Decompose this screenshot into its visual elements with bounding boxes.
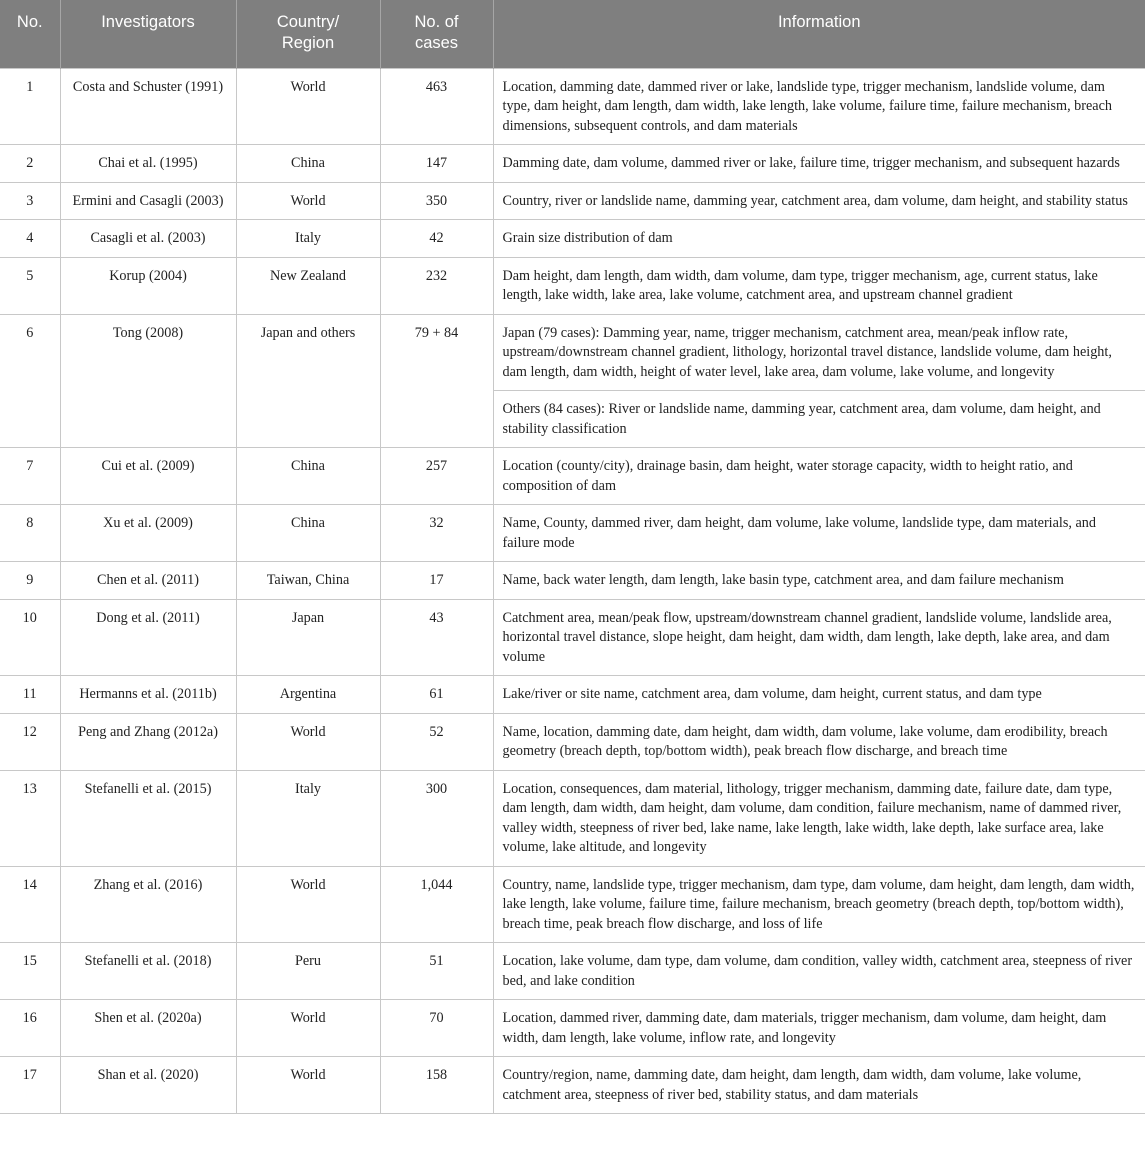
cell-investigators: Korup (2004) bbox=[60, 257, 236, 314]
cell-cases: 32 bbox=[380, 505, 493, 562]
cell-country: China bbox=[236, 505, 380, 562]
table-row bbox=[0, 676, 1145, 714]
cell-cases: 42 bbox=[380, 220, 493, 258]
cell-cases: 257 bbox=[380, 448, 493, 505]
table-row bbox=[0, 220, 1145, 258]
cell-no: 8 bbox=[0, 505, 60, 562]
header-no-label: No. bbox=[16, 13, 43, 31]
table-row bbox=[0, 599, 1145, 676]
table-row bbox=[0, 145, 1145, 183]
cell-cases: 61 bbox=[380, 676, 493, 714]
cell-no: 11 bbox=[0, 676, 60, 714]
cell-information: Name, location, damming date, dam height, dam width, dam volume, lake volume, dam erodibility, breach geometry (breach depth, top/bottom width), peak breach flow discharge, and breach time bbox=[493, 713, 1145, 770]
cell-cases: 70 bbox=[380, 1000, 493, 1057]
cell-investigators: Shan et al. (2020) bbox=[60, 1057, 236, 1114]
header-cases-label-2: cases bbox=[414, 34, 459, 52]
header-investigators bbox=[60, 0, 236, 68]
table-row bbox=[0, 943, 1145, 1000]
cell-no: 4 bbox=[0, 220, 60, 258]
cell-country: Japan and others bbox=[236, 314, 380, 448]
cell-no: 2 bbox=[0, 145, 60, 183]
cell-cases: 17 bbox=[380, 562, 493, 600]
cell-information: Location, damming date, dammed river or lake, landslide type, trigger mechanism, landslide volume, dam type, dam height, dam length, dam width, lake length, lake volume, failure time, failure mechanism, breach dimensions, subsequent controls, and dam materials bbox=[493, 68, 1145, 145]
cell-information: Damming date, dam volume, dammed river or lake, failure time, trigger mechanism, and subsequent hazards bbox=[493, 145, 1145, 183]
header-no bbox=[0, 0, 60, 68]
cell-cases: 51 bbox=[380, 943, 493, 1000]
cell-information: Grain size distribution of dam bbox=[493, 220, 1145, 258]
cell-no: 3 bbox=[0, 182, 60, 220]
table-row bbox=[0, 713, 1145, 770]
table-row bbox=[0, 1000, 1145, 1057]
table-header bbox=[0, 0, 1145, 68]
cell-investigators: Tong (2008) bbox=[60, 314, 236, 448]
cell-cases: 79 + 84 bbox=[380, 314, 493, 448]
cell-no: 17 bbox=[0, 1057, 60, 1114]
table-row bbox=[0, 68, 1145, 145]
table-row bbox=[0, 866, 1145, 943]
cell-no: 12 bbox=[0, 713, 60, 770]
cell-country: Peru bbox=[236, 943, 380, 1000]
table-row bbox=[0, 314, 1145, 391]
cell-investigators: Costa and Schuster (1991) bbox=[60, 68, 236, 145]
cell-information: Name, back water length, dam length, lake basin type, catchment area, and dam failure mechanism bbox=[493, 562, 1145, 600]
table-row bbox=[0, 1057, 1145, 1114]
cell-cases: 43 bbox=[380, 599, 493, 676]
header-investigators-label: Investigators bbox=[101, 13, 195, 31]
cell-no: 1 bbox=[0, 68, 60, 145]
cell-investigators: Chai et al. (1995) bbox=[60, 145, 236, 183]
cell-investigators: Hermanns et al. (2011b) bbox=[60, 676, 236, 714]
table-row bbox=[0, 770, 1145, 866]
table-row bbox=[0, 505, 1145, 562]
table-row bbox=[0, 448, 1145, 505]
cell-investigators: Dong et al. (2011) bbox=[60, 599, 236, 676]
header-region-label: Region bbox=[281, 34, 335, 52]
table-row bbox=[0, 182, 1145, 220]
cell-information: Others (84 cases): River or landslide name, damming year, catchment area, dam volume, dam height, and stability classification bbox=[493, 391, 1145, 448]
cell-information: Catchment area, mean/peak flow, upstream/downstream channel gradient, landslide volume, landslide area, horizontal travel distance, slope height, dam height, dam width, dam length, lake depth, lake area, and dam volume bbox=[493, 599, 1145, 676]
cell-no: 5 bbox=[0, 257, 60, 314]
cell-cases: 350 bbox=[380, 182, 493, 220]
cell-cases: 158 bbox=[380, 1057, 493, 1114]
header-cases-label-1: No. of bbox=[414, 13, 459, 31]
cell-no: 7 bbox=[0, 448, 60, 505]
cell-no: 10 bbox=[0, 599, 60, 676]
cell-information: Location (county/city), drainage basin, dam height, water storage capacity, width to height ratio, and composition of dam bbox=[493, 448, 1145, 505]
cell-cases: 52 bbox=[380, 713, 493, 770]
cell-country: World bbox=[236, 1057, 380, 1114]
cell-no: 15 bbox=[0, 943, 60, 1000]
table-row bbox=[0, 562, 1145, 600]
cell-country: Taiwan, China bbox=[236, 562, 380, 600]
header-no-of-cases bbox=[380, 0, 493, 68]
cell-information: Country, name, landslide type, trigger mechanism, dam type, dam volume, dam height, dam length, dam width, lake length, lake volume, failure time, failure mechanism, breach geometry (breach depth, top/bottom width), breach time, peak breach flow discharge, and loss of life bbox=[493, 866, 1145, 943]
header-information-label: Information bbox=[777, 13, 861, 31]
cell-cases: 463 bbox=[380, 68, 493, 145]
cell-information: Name, County, dammed river, dam height, dam volume, lake volume, landslide type, dam materials, and failure mode bbox=[493, 505, 1145, 562]
cell-information: Lake/river or site name, catchment area, dam volume, dam height, current status, and dam type bbox=[493, 676, 1145, 714]
cell-investigators: Casagli et al. (2003) bbox=[60, 220, 236, 258]
cell-investigators: Chen et al. (2011) bbox=[60, 562, 236, 600]
cell-investigators: Ermini and Casagli (2003) bbox=[60, 182, 236, 220]
cell-country: New Zealand bbox=[236, 257, 380, 314]
cell-country: World bbox=[236, 182, 380, 220]
cell-country: World bbox=[236, 68, 380, 145]
cell-investigators: Peng and Zhang (2012a) bbox=[60, 713, 236, 770]
cell-information: Location, lake volume, dam type, dam volume, dam condition, valley width, catchment area, steepness of river bed, and lake condition bbox=[493, 943, 1145, 1000]
table-row bbox=[0, 257, 1145, 314]
cell-investigators: Zhang et al. (2016) bbox=[60, 866, 236, 943]
cell-information: Country/region, name, damming date, dam height, dam length, dam width, dam volume, lake volume, catchment area, steepness of river bed, stability status, and dam materials bbox=[493, 1057, 1145, 1114]
cell-country: Italy bbox=[236, 220, 380, 258]
cell-investigators: Stefanelli et al. (2015) bbox=[60, 770, 236, 866]
cell-country: World bbox=[236, 1000, 380, 1057]
cell-information: Japan (79 cases): Damming year, name, trigger mechanism, catchment area, mean/peak inflow rate, upstream/downstream channel gradient, lithology, horizontal travel distance, landslide volume, dam height, dam length, dam width, height of water level, lake area, dam volume, lake volume, and longevity bbox=[493, 314, 1145, 391]
header-country-region bbox=[236, 0, 380, 68]
cell-no: 16 bbox=[0, 1000, 60, 1057]
cell-country: Japan bbox=[236, 599, 380, 676]
cell-cases: 232 bbox=[380, 257, 493, 314]
cell-no: 13 bbox=[0, 770, 60, 866]
cell-cases: 1,044 bbox=[380, 866, 493, 943]
cell-no: 9 bbox=[0, 562, 60, 600]
cell-investigators: Stefanelli et al. (2018) bbox=[60, 943, 236, 1000]
cell-no: 14 bbox=[0, 866, 60, 943]
cell-country: Italy bbox=[236, 770, 380, 866]
cell-investigators: Cui et al. (2009) bbox=[60, 448, 236, 505]
cell-investigators: Shen et al. (2020a) bbox=[60, 1000, 236, 1057]
cell-information: Country, river or landslide name, damming year, catchment area, dam volume, dam height, and stability status bbox=[493, 182, 1145, 220]
cell-investigators: Xu et al. (2009) bbox=[60, 505, 236, 562]
table-body bbox=[0, 68, 1145, 1114]
header-country-label: Country/ bbox=[276, 13, 340, 31]
cell-cases: 147 bbox=[380, 145, 493, 183]
cell-cases: 300 bbox=[380, 770, 493, 866]
cell-country: China bbox=[236, 448, 380, 505]
cell-information: Location, consequences, dam material, lithology, trigger mechanism, damming date, failure date, dam type, dam length, dam width, dam height, dam volume, dam condition, failure mechanism, name of dammed river, valley width, steepness of river bed, lake name, lake length, lake width, lake depth, lake surface area, lake volume, lake altitude, and longevity bbox=[493, 770, 1145, 866]
header-information bbox=[493, 0, 1145, 68]
cell-country: Argentina bbox=[236, 676, 380, 714]
cell-information: Location, dammed river, damming date, dam materials, trigger mechanism, dam volume, dam height, dam width, dam length, lake volume, inflow rate, and longevity bbox=[493, 1000, 1145, 1057]
cell-country: World bbox=[236, 866, 380, 943]
cell-no: 6 bbox=[0, 314, 60, 448]
cell-information: Dam height, dam length, dam width, dam volume, dam type, trigger mechanism, age, current status, lake length, lake width, lake area, lake volume, catchment area, and upstream channel gradient bbox=[493, 257, 1145, 314]
cell-country: China bbox=[236, 145, 380, 183]
header-row bbox=[0, 0, 1145, 68]
cell-country: World bbox=[236, 713, 380, 770]
